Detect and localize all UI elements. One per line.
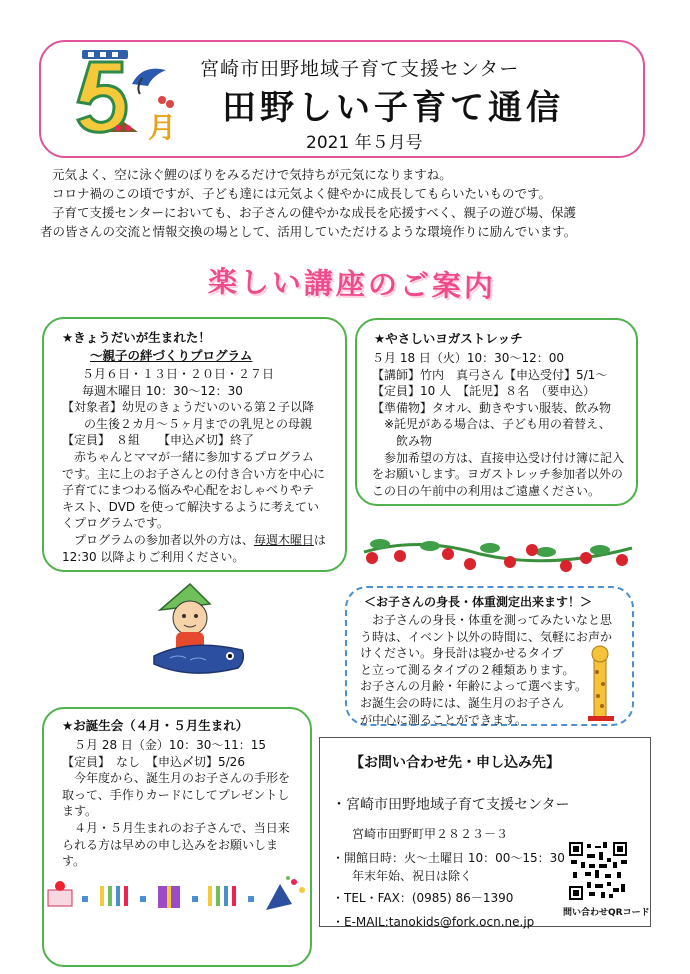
sibling-note: プログラムの参加者以外の方は、: [74, 532, 254, 547]
birthday-line: す。: [62, 854, 86, 869]
boy-on-carp-illustration: [150, 580, 250, 690]
contact-address: 宮崎市田野町甲２８２３－３: [352, 827, 509, 841]
yoga-line: をお願いします。ヨガストレッチ参加者以外の: [372, 467, 623, 482]
yoga-line: ※託児がある場合は、子ども用の着替え、: [384, 417, 611, 432]
sibling-title-1: ★きょうだいが生まれた！: [62, 330, 211, 345]
sibling-line: 子育てにまつわる悩みや心配をおしゃべりやテ: [62, 483, 315, 498]
yoga-line: 【準備物】タオル、動きやすい服装、飲み物: [372, 400, 612, 415]
birthday-title: ★お誕生会（４月・５月生まれ）: [62, 718, 249, 733]
sibling-note-end: は: [313, 532, 326, 547]
intro-line: コロナ禍のこの頃ですが、子ども達には元気よく健やかに成長してもらいたいものです。: [52, 186, 552, 201]
course-banner: 楽しい講座のご案内: [207, 264, 497, 304]
sibling-line: くプログラムです。: [62, 516, 169, 531]
yoga-line: 参加希望の方は、直接申込受け付け簿に記入: [384, 450, 625, 465]
month-char: 月: [148, 111, 177, 144]
yoga-line: ５月 18 日（火）10：30～12：00: [372, 351, 564, 365]
party-popper-icon: [266, 876, 305, 910]
intro-line: 者の皆さんの交流と情報交換の場として、活用していただけるような環境作りに励んでいます。: [40, 224, 577, 239]
birthday-line: 取って、手作りカードにしてプレゼントし: [62, 787, 290, 802]
sibling-line: 毎週木曜日 10：30～12：30: [82, 383, 243, 398]
measure-line: と立って測るタイプの２種類あります。: [360, 662, 575, 677]
may-emblem-illustration: [70, 42, 200, 152]
cake-icon: [48, 881, 72, 906]
contact-email[interactable]: ・E-MAIL:tanokids@fork.ocn.ne.jp: [332, 915, 535, 929]
qr-caption: 問い合わせQRコード: [563, 908, 650, 918]
candles-icon: [100, 886, 128, 906]
contact-org: ・宮崎市田野地域子育て支援センター: [332, 797, 570, 813]
measure-title: ＜お子さんの身長・体重測定出来ます！＞: [364, 595, 593, 609]
contact-hours: ・開館日時：火～土曜日 10：00～15：30: [332, 851, 565, 865]
sibling-line: ５月６日・１３日・２０日・２７日: [82, 367, 275, 381]
measure-line: お子さんの身長・体重を測ってみたいなと思: [372, 613, 613, 627]
sibling-note-day: 毎週木曜日: [253, 532, 314, 547]
sibling-line: 【対象者】幼児のきょうだいのいる第２子以降: [62, 400, 315, 415]
yoga-title: ★やさしいヨガストレッチ: [374, 331, 523, 346]
birthday-line: ４月・５月生まれのお子さんで、当日来: [74, 820, 290, 835]
birthday-line: 今年度から、誕生月のお子さんの手形を: [74, 771, 291, 786]
sibling-line: の生後２カ月～５ヶ月までの乳児との母親: [84, 416, 313, 431]
intro-text: [40, 165, 665, 241]
sibling-line: 赤ちゃんとママが一緒に参加するプログラム: [74, 449, 314, 464]
yoga-line: 飲み物: [396, 433, 433, 448]
birthday-line: ５月 28 日（金）10：30～11：15: [74, 738, 266, 752]
yoga-line: 【定員】10 人 【託児】８名 （要申込）: [372, 384, 596, 399]
measure-line: けください。身長計は寝かせるタイプ: [360, 646, 564, 661]
gift-icon: [158, 886, 180, 908]
sibling-title-2: ～親子の絆づくりプログラム: [90, 348, 253, 363]
measure-line: お誕生会の時には、誕生月のお子さん: [360, 695, 565, 710]
measure-body: [360, 612, 612, 728]
sibling-line: [62, 532, 326, 549]
giraffe-height-chart-illustration: [584, 644, 618, 722]
birthday-body: [62, 737, 290, 870]
yoga-body: [372, 350, 624, 499]
newsletter-title: 田野しい子育て通信: [222, 88, 564, 128]
birthday-decoration-row: [44, 874, 312, 914]
yoga-line: 【講師】竹内 真弓さん【申込受付】5/1～: [372, 367, 608, 382]
issue-date: 2021 年５月号: [306, 133, 423, 153]
contact-closed: 年末年始、祝日は除く: [352, 869, 473, 883]
birthday-line: ます。: [62, 804, 98, 819]
sibling-line: 12:30 以降よりご利用ください。: [62, 549, 245, 564]
sibling-body: [62, 366, 326, 565]
birthday-line: 【定員】 なし 【申込〆切】5/26: [62, 754, 245, 769]
intro-line: 子育て支援センターにおいても、お子さんの健やかな成長を応援すべく、親子の遊び場、保護: [52, 205, 577, 220]
strawberry-vine-illustration: [360, 526, 636, 576]
sibling-line: です。主に上のお子さんとの付き合い方を中心に: [62, 466, 326, 481]
measure-line: う時は、イベント以外の時間に、気軽にお声か: [360, 629, 613, 644]
contact-title: 【お問い合わせ先・申し込み先】: [350, 755, 560, 771]
sibling-line: キスト、DVD を使って解決するように考えてい: [62, 499, 319, 514]
intro-line: 元気よく、空に泳ぐ鯉のぼりをみるだけで気持ちが元気になりますね。: [52, 167, 452, 182]
measure-line: お子さんの月齢・年齢によって選べます。: [360, 679, 588, 694]
qr-code[interactable]: [569, 842, 627, 900]
yoga-line: この日の午前中の利用はご遠慮ください。: [372, 483, 601, 498]
birthday-line: られる方は早めの申し込みをお願いしま: [62, 837, 279, 852]
candles-icon: [208, 886, 236, 906]
sibling-line: 【定員】 ８組 【申込〆切】終了: [62, 433, 255, 448]
measure-line: が中心に測ることができます。: [360, 712, 528, 727]
center-name: 宮崎市田野地域子育て支援センター: [200, 58, 520, 80]
contact-tel: ・TEL・FAX：(0985) 86－1390: [332, 891, 514, 905]
